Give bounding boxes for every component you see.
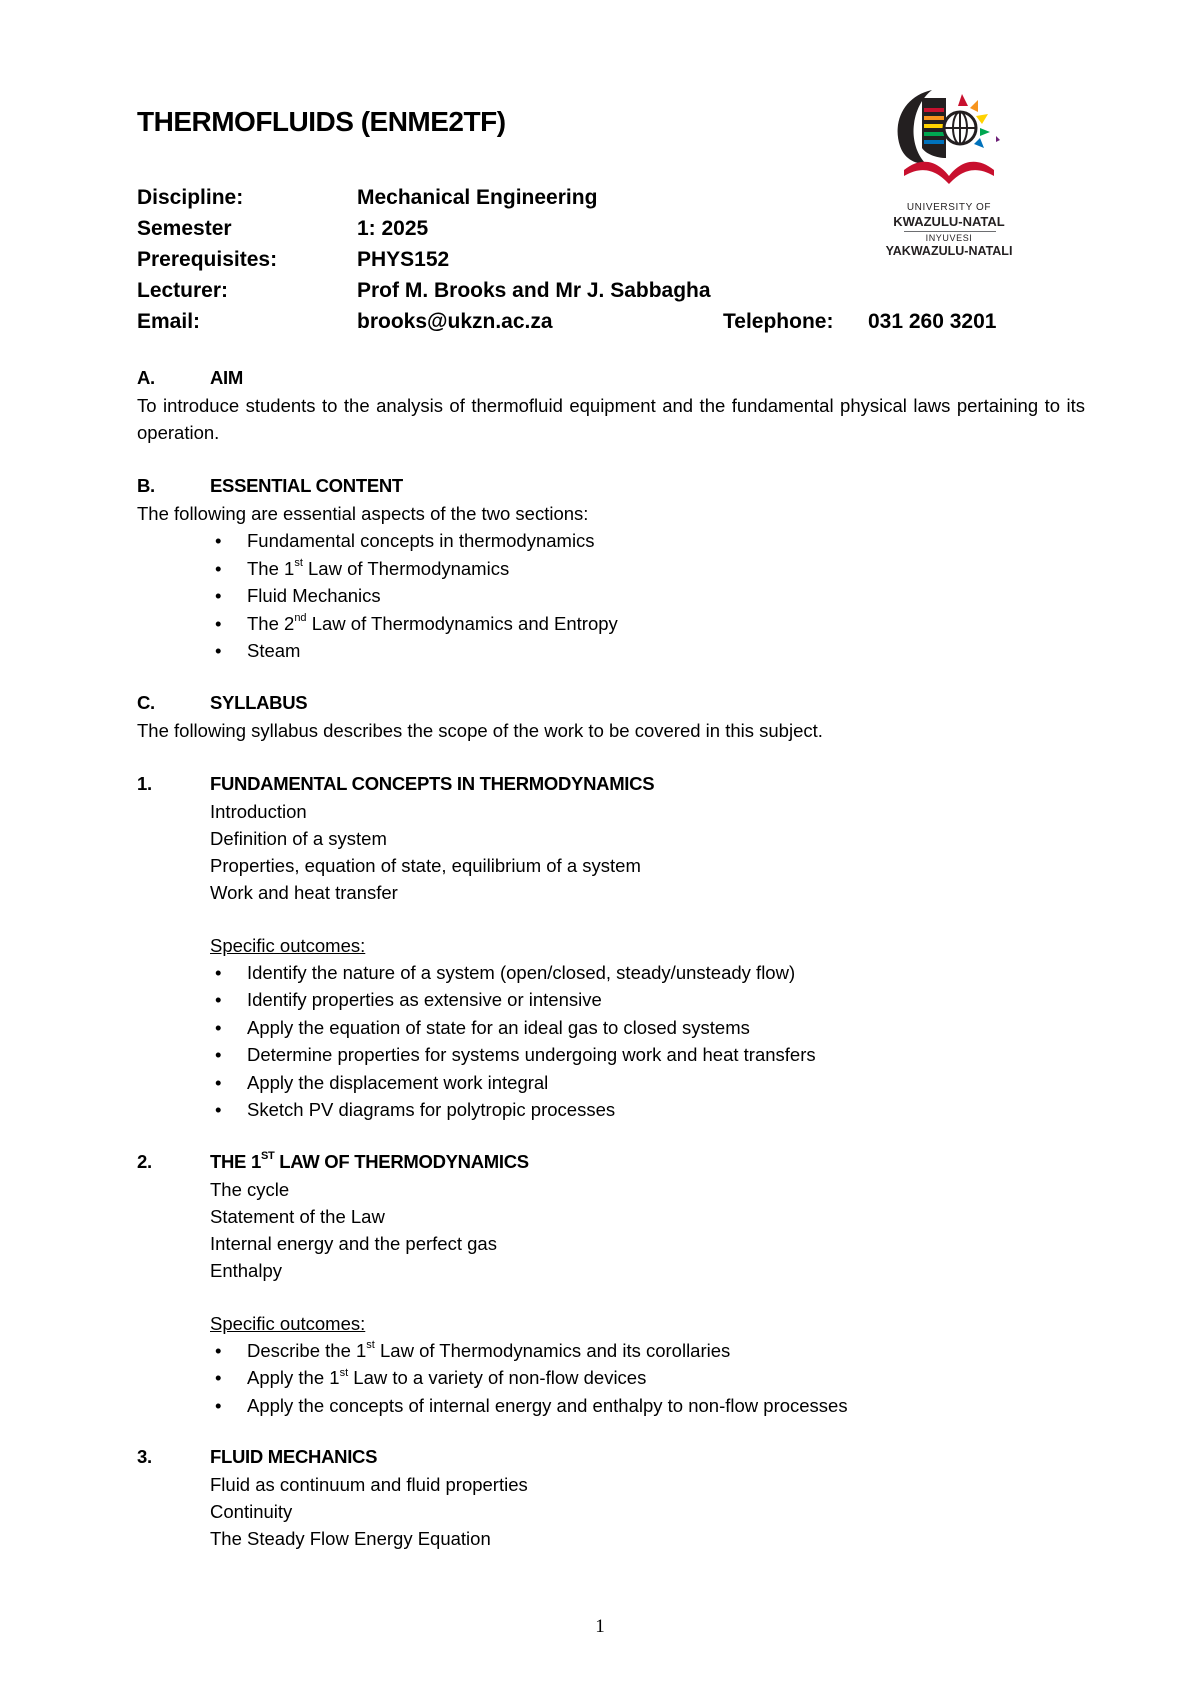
course-title: THERMOFLUIDS (ENME2TF) (137, 106, 506, 137)
list-item (137, 582, 1085, 610)
item-text: Law of Thermodynamics and its corollaries (374, 1339, 731, 1361)
item-text: Fluid Mechanics (247, 585, 381, 606)
section-title: FUNDAMENTAL CONCEPTS IN THERMODYNAMICS (210, 772, 655, 794)
topic-item: Enthalpy (210, 1259, 282, 1281)
section-number: 1. (137, 772, 152, 794)
title-text: THE 1 (210, 1150, 261, 1172)
field-value: Prof M. Brooks and Mr J. Sabbagha (357, 279, 711, 302)
item-text: Steam (247, 640, 301, 661)
bullet-icon: • (215, 1071, 222, 1093)
topic-item: Statement of the Law (210, 1205, 385, 1227)
field-label: Prerequisites: (137, 248, 278, 271)
list-item (137, 1337, 1085, 1365)
list-item (137, 986, 1085, 1014)
bullet-icon: • (215, 557, 222, 579)
title-text: LAW OF THERMODYNAMICS (274, 1150, 529, 1172)
bullet-icon: • (215, 1016, 222, 1038)
email-link[interactable]: brooks@ukzn.ac.za (357, 310, 553, 333)
section-title (210, 1148, 529, 1176)
bullet-icon: • (215, 585, 222, 606)
list-item (137, 610, 1085, 638)
section-heading-aim (137, 364, 1085, 392)
spacer (137, 1419, 1085, 1443)
bullet-icon: • (215, 640, 222, 661)
bullet-icon: • (215, 1044, 222, 1065)
list-item (137, 1364, 1085, 1392)
ordinal-superscript: nd (294, 612, 307, 625)
section-number: 2. (137, 1150, 152, 1172)
ordinal-superscript: st (294, 557, 303, 570)
topic-item: Fluid as continuum and fluid properties (210, 1474, 528, 1495)
list-item (137, 1069, 1085, 1097)
bullet-icon: • (215, 989, 222, 1010)
aim-paragraph: To introduce students to the analysis of thermofluid equipment and the fundamental physical laws pertaining to its operation. (137, 395, 1085, 443)
ordinal-superscript: st (366, 1339, 375, 1352)
syllabus-heading-2 (137, 1148, 1085, 1176)
syllabus-intro: The following syllabus describes the scope of the work to be covered in this subject. (137, 719, 823, 741)
item-text: Apply the equation of state for an ideal gas to closed systems (247, 1016, 750, 1038)
item-text: Apply the 1 (247, 1367, 340, 1388)
outcomes-label: Specific outcomes: (210, 934, 366, 956)
telephone-value: 031 260 3201 (868, 310, 997, 333)
field-value: 1: 2025 (357, 217, 429, 240)
list-item (137, 555, 1085, 583)
field-label: Email: (137, 310, 201, 333)
syllabus-heading-1 (137, 770, 1085, 798)
section-letter: B. (137, 475, 155, 496)
list-item (137, 1392, 1085, 1420)
logo-divider (904, 231, 996, 232)
page-number: 1 (595, 1616, 605, 1637)
spacer (137, 665, 1085, 689)
logo-text-line3: INYUVESI (925, 233, 973, 243)
outcomes-label: Specific outcomes: (210, 1312, 366, 1334)
topic-item: Introduction (210, 800, 307, 822)
list-item (137, 527, 1085, 555)
bullet-icon: • (215, 1394, 222, 1416)
university-logo (874, 84, 1024, 264)
item-text: The 2 (247, 612, 295, 634)
bullet-icon: • (215, 612, 222, 634)
field-value: PHYS152 (357, 248, 450, 271)
section-heading-essential-content (137, 472, 1085, 500)
section-letter: A. (137, 367, 155, 388)
topic-item: The Steady Flow Energy Equation (210, 1528, 491, 1549)
outcomes-list (137, 1337, 1085, 1420)
topic-item: The cycle (210, 1178, 290, 1200)
outcomes-list (137, 959, 1085, 1124)
bullet-icon: • (215, 1339, 222, 1361)
item-text: Identify properties as extensive or intensive (247, 989, 602, 1010)
topic-item: Continuity (210, 1501, 293, 1522)
spacer (137, 906, 1085, 932)
section-title: SYLLABUS (210, 691, 308, 713)
list-item (137, 1041, 1085, 1069)
logo-text-line2: KWAZULU-NATAL (893, 214, 1005, 229)
ordinal-superscript: st (339, 1366, 349, 1379)
spacer (137, 446, 1085, 472)
item-text: Law to a variety of non-flow devices (348, 1367, 647, 1388)
list-item (137, 1096, 1085, 1124)
item-text: The 1 (247, 557, 295, 579)
section-heading-syllabus (137, 689, 1085, 717)
item-text: Apply the concepts of internal energy and enthalpy to non-flow processes (247, 1394, 848, 1416)
essential-intro: The following are essential aspects of the two sections: (137, 503, 589, 524)
list-item (137, 959, 1085, 987)
item-text: Apply the displacement work integral (247, 1071, 549, 1093)
spacer (137, 1124, 1085, 1148)
list-item (137, 637, 1085, 665)
topic-item: Internal energy and the perfect gas (210, 1232, 497, 1254)
section-title: FLUID MECHANICS (210, 1446, 378, 1467)
topic-item: Work and heat transfer (210, 881, 398, 903)
ukzn-emblem-icon (874, 84, 1024, 200)
ordinal-superscript: ST (260, 1150, 275, 1163)
section-title: ESSENTIAL CONTENT (210, 475, 403, 496)
item-text: Sketch PV diagrams for polytropic processes (247, 1099, 616, 1120)
item-text: Describe the 1 (247, 1339, 367, 1361)
section-title: AIM (210, 367, 244, 388)
spacer (137, 744, 1085, 770)
field-label: Lecturer: (137, 279, 229, 302)
field-label: Semester (137, 217, 232, 240)
bullet-icon: • (215, 1099, 222, 1120)
field-label: Discipline: (137, 186, 244, 209)
topic-item: Definition of a system (210, 827, 387, 849)
section-letter: C. (137, 691, 155, 713)
item-text: Law of Thermodynamics and Entropy (306, 612, 618, 634)
item-text: Fundamental concepts in thermodynamics (247, 530, 595, 551)
item-text: Determine properties for systems undergoing work and heat transfers (247, 1044, 816, 1065)
topic-item: Properties, equation of state, equilibrium of a system (210, 854, 641, 876)
bullet-icon: • (215, 1367, 222, 1388)
list-item (137, 1014, 1085, 1042)
bullet-icon: • (215, 530, 222, 551)
document-body (137, 364, 1085, 1552)
telephone-label: Telephone: (723, 310, 834, 333)
logo-text-line4: YAKWAZULU-NATALI (885, 244, 1013, 258)
essential-list (137, 527, 1085, 665)
item-text: Identify the nature of a system (open/closed, steady/unsteady flow) (247, 961, 796, 983)
item-text: Law of Thermodynamics (302, 557, 510, 579)
logo-text-line1: UNIVERSITY OF (906, 202, 992, 213)
spacer (137, 1284, 1085, 1310)
field-value: Mechanical Engineering (357, 186, 598, 209)
syllabus-heading-3 (137, 1443, 1085, 1471)
bullet-icon: • (215, 961, 222, 983)
section-number: 3. (137, 1446, 152, 1467)
